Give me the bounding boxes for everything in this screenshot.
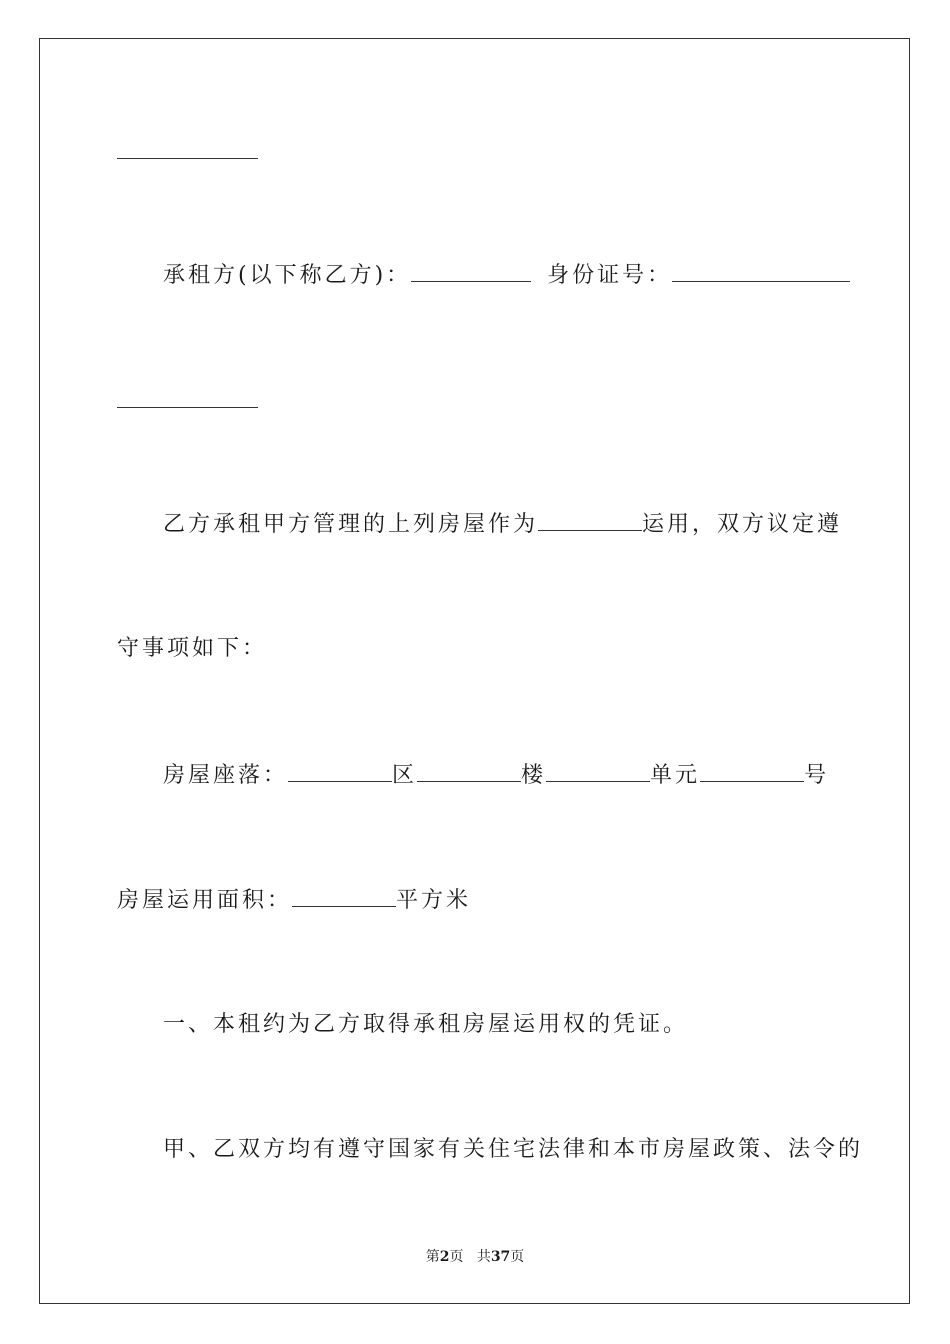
blank-rule-top	[117, 158, 258, 159]
footer-total-pages: 37	[490, 1249, 511, 1265]
location-building: 楼	[521, 763, 547, 788]
purpose-text-end: 运用，双方议定遵	[642, 512, 843, 537]
lessee-label: 承租方(以下称乙方)：	[163, 263, 412, 288]
purpose-continuation	[117, 634, 267, 664]
clause-one-text: 一、本租约为乙方取得承租房屋运用权的凭证。	[163, 1012, 689, 1037]
page-footer	[0, 1247, 950, 1267]
id-number-label: 身份证号：	[547, 263, 673, 288]
location-line	[163, 759, 829, 791]
area-blank	[292, 884, 396, 907]
footer-total-suffix: 页	[510, 1249, 525, 1265]
purpose-text-start: 乙方承租甲方管理的上列房屋作为	[163, 512, 539, 537]
location-unit: 单元	[650, 763, 701, 788]
footer-page-suffix: 页	[449, 1249, 464, 1265]
location-label: 房屋座落：	[163, 763, 289, 788]
footer-prefix: 第	[425, 1249, 440, 1265]
location-district: 区	[392, 763, 418, 788]
id-number-blank	[672, 259, 850, 282]
purpose-continuation-text: 守事项如下：	[117, 636, 268, 661]
location-blank-4	[700, 759, 804, 782]
blank-rule-middle	[117, 407, 258, 408]
area-label: 房屋运用面积：	[117, 888, 293, 913]
clause-one	[163, 1010, 688, 1040]
purpose-blank	[538, 508, 642, 531]
page-border	[39, 38, 910, 1304]
location-number: 号	[804, 763, 830, 788]
lessee-name-blank	[411, 259, 531, 282]
lessee-line	[163, 259, 850, 291]
location-blank-1	[288, 759, 392, 782]
area-unit: 平方米	[396, 888, 472, 913]
purpose-line	[163, 508, 842, 540]
clause-two	[163, 1135, 863, 1165]
footer-total-prefix: 共	[476, 1249, 491, 1265]
location-blank-2	[417, 759, 521, 782]
clause-two-text: 甲、乙双方均有遵守国家有关住宅法律和本市房屋政策、法令的	[163, 1137, 864, 1162]
area-line	[117, 884, 471, 916]
location-blank-3	[546, 759, 650, 782]
footer-current-page: 2	[439, 1249, 450, 1265]
